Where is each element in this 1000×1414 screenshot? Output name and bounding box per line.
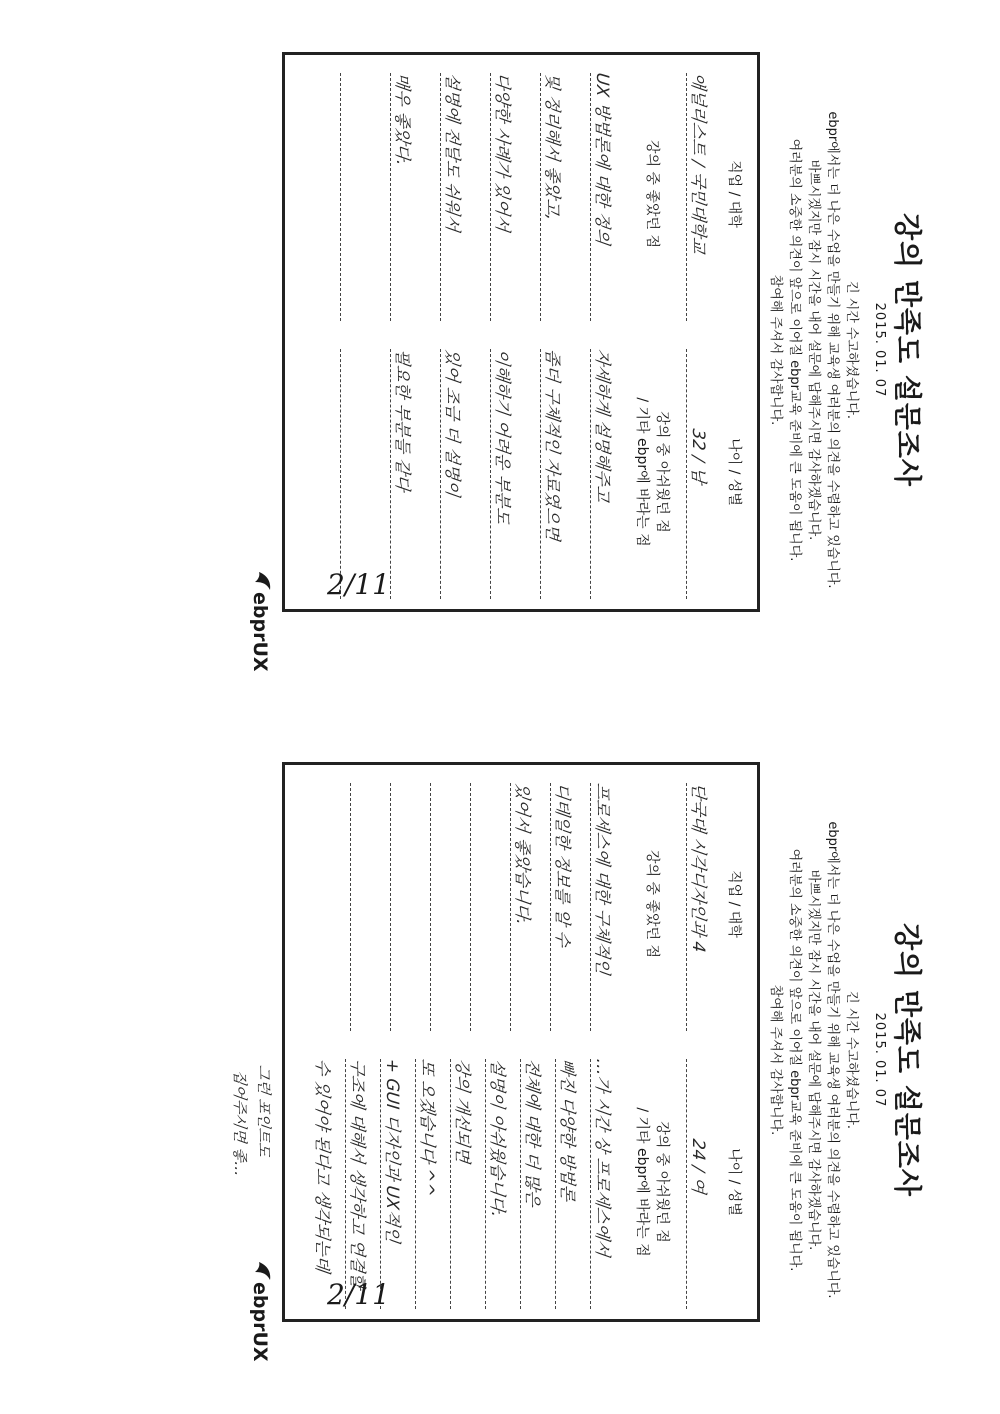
intro-line: 바쁘시겠지만 잠시 시간을 내어 설문에 답해주시면 감사하겠습니다.: [806, 159, 821, 541]
answer-line: [490, 73, 491, 321]
bad-point-line: 구조에 대해서 생각하고 연결할: [347, 1057, 367, 1290]
form-title: 강의 만족도 설문조사: [891, 923, 924, 1197]
job-answer: 애널리스트 / 국민대학교: [688, 71, 708, 255]
ebprux-logo: [245, 570, 275, 680]
bad-point-line: 강의 개선되면: [452, 1057, 472, 1164]
age-gender-label: 나이 / 성별: [726, 438, 742, 506]
margin-note: 집어주시면 좋…: [231, 1069, 249, 1178]
good-point-line: 다양한 사례가 있어서: [492, 71, 512, 233]
answer-line: [345, 1059, 346, 1309]
job-label: 직업 / 대학: [726, 870, 742, 938]
bird-icon: [249, 1260, 273, 1282]
job-label: 직업 / 대학: [726, 160, 742, 228]
form-date: 2015. 01. 07: [872, 1012, 887, 1108]
bad-point-line: 좀더 구체적인 자료였으면: [542, 347, 562, 542]
good-points-label: 강의 중 좋았던 점: [644, 849, 660, 959]
logo-text: ebprUX: [249, 1282, 271, 1362]
answer-line: [415, 1059, 416, 1309]
answer-line: [485, 1059, 486, 1309]
answer-line: [390, 349, 391, 599]
good-points-label: 강의 중 좋았던 점: [644, 139, 660, 249]
intro-text: [766, 50, 861, 650]
answer-line: [540, 349, 541, 599]
intro-line: 바쁘시겠지만 잠시 시간을 내어 설문에 답해주시면 감사하겠습니다.: [806, 869, 821, 1251]
good-point-line: 프로세스에 대한 구체적인: [592, 781, 612, 976]
intro-line: 긴 시간 수고하셨습니다.: [844, 281, 859, 419]
intro-line: 긴 시간 수고하셨습니다.: [844, 991, 859, 1129]
bad-points-label-2: / 기타 ebpr에 바라는 점: [634, 1107, 650, 1257]
page-number: 2/11: [327, 568, 390, 602]
intro-line: 참여해 주셔서 감사합니다.: [768, 984, 783, 1136]
age-gender-answer: 24 / 여: [688, 1137, 708, 1195]
intro-line: 참여해 주셔서 감사합니다.: [768, 274, 783, 426]
answer-line: [590, 349, 591, 599]
good-point-line: 설명에 전달도 쉬워서: [442, 71, 462, 233]
answer-line: [440, 73, 441, 321]
good-point-line: 있어서 좋았습니다.: [512, 781, 532, 926]
answer-line: [550, 783, 551, 1031]
good-point-line: 디테일한 정보를 알 수: [552, 781, 572, 948]
bad-point-line: 자세하게 설명해주고: [592, 347, 612, 503]
bad-points-label: 강의 중 아쉬웠던 점: [654, 1121, 670, 1243]
bad-points-label-2: / 기타 ebpr에 바라는 점: [634, 397, 650, 547]
answer-line: [490, 349, 491, 599]
intro-line: ebpr에서는 더 나은 수업을 만들기 위해 교육생 여러분의 의견을 수렴하고 있습니다.: [825, 821, 840, 1299]
answer-line: [590, 73, 591, 321]
answer-line: [555, 1059, 556, 1309]
bad-point-line: 필요한 부분들 같다: [392, 347, 412, 492]
ebprux-logo: [245, 1260, 275, 1370]
bird-icon: [249, 570, 273, 592]
margin-note: 그런 포인트도: [255, 1064, 273, 1158]
bad-point-line: 빠진 다양한 방법론: [557, 1057, 577, 1202]
bad-point-line: + GUI 디자인과 UX적인: [382, 1057, 402, 1244]
answer-line: [686, 349, 687, 599]
form-date: 2015. 01. 07: [872, 302, 887, 398]
answer-line: [390, 783, 391, 1031]
answer-line: [686, 1059, 687, 1309]
answer-line: [510, 783, 511, 1031]
intro-line: 여러분의 소중한 의견이 앞으로 이어질 ebpr교육 준비에 큰 도움이 됩니다.: [787, 138, 802, 562]
good-point-line: 및 정리해서 좋았고,: [542, 71, 562, 222]
bad-point-line: 설명이 아쉬웠습니다.: [487, 1057, 507, 1219]
age-gender-label: 나이 / 성별: [726, 1148, 742, 1216]
answer-line: [590, 1059, 591, 1309]
survey-form-2: [55, 740, 935, 1380]
answer-line: [440, 349, 441, 599]
answer-line: [390, 73, 391, 321]
answer-line: [590, 783, 591, 1031]
bad-point-line: 전체에 대한 더 많은: [522, 1057, 542, 1208]
survey-form-1: [55, 30, 935, 670]
bad-point-line: 또 오겠습니다 ^^: [417, 1057, 437, 1198]
answer-line: [340, 349, 341, 599]
age-gender-answer: 32 / 남: [688, 427, 708, 485]
answer-line: [450, 1059, 451, 1309]
good-point-line: 매우 좋았다.: [392, 71, 412, 167]
logo-text: ebprUX: [249, 592, 271, 672]
answer-box: [282, 762, 760, 1322]
answer-line: [470, 783, 471, 1031]
answer-line: [686, 73, 687, 321]
bad-points-label: 강의 중 아쉬웠던 점: [654, 411, 670, 533]
bad-point-line: 수 있어야 된다고 생각되는데: [312, 1057, 332, 1274]
job-answer: 단국대 시각디자인과 4: [688, 781, 708, 954]
bad-point-line: 있어 조금 더 설명이: [442, 347, 462, 498]
form-title: 강의 만족도 설문조사: [891, 213, 924, 487]
bad-point-line: 이해하기 어려운 부분도: [492, 347, 512, 525]
good-point-line: UX 방법론에 대한 정의: [592, 71, 612, 246]
intro-line: 여러분의 소중한 의견이 앞으로 이어질 ebpr교육 준비에 큰 도움이 됩니다.: [787, 848, 802, 1272]
answer-line: [380, 1059, 381, 1309]
answer-line: [340, 73, 341, 321]
answer-line: [520, 1059, 521, 1309]
answer-line: [686, 783, 687, 1031]
intro-line: ebpr에서는 더 나은 수업을 만들기 위해 교육생 여러분의 의견을 수렴하고 있습니다.: [825, 111, 840, 589]
intro-text: [766, 760, 861, 1360]
answer-box: [282, 52, 760, 612]
page-number: 2/11: [327, 1278, 390, 1312]
bad-point-line: …가 시간 상 프로세스에서: [592, 1057, 612, 1258]
answer-line: [540, 73, 541, 321]
answer-line: [350, 783, 351, 1031]
answer-line: [430, 783, 431, 1031]
